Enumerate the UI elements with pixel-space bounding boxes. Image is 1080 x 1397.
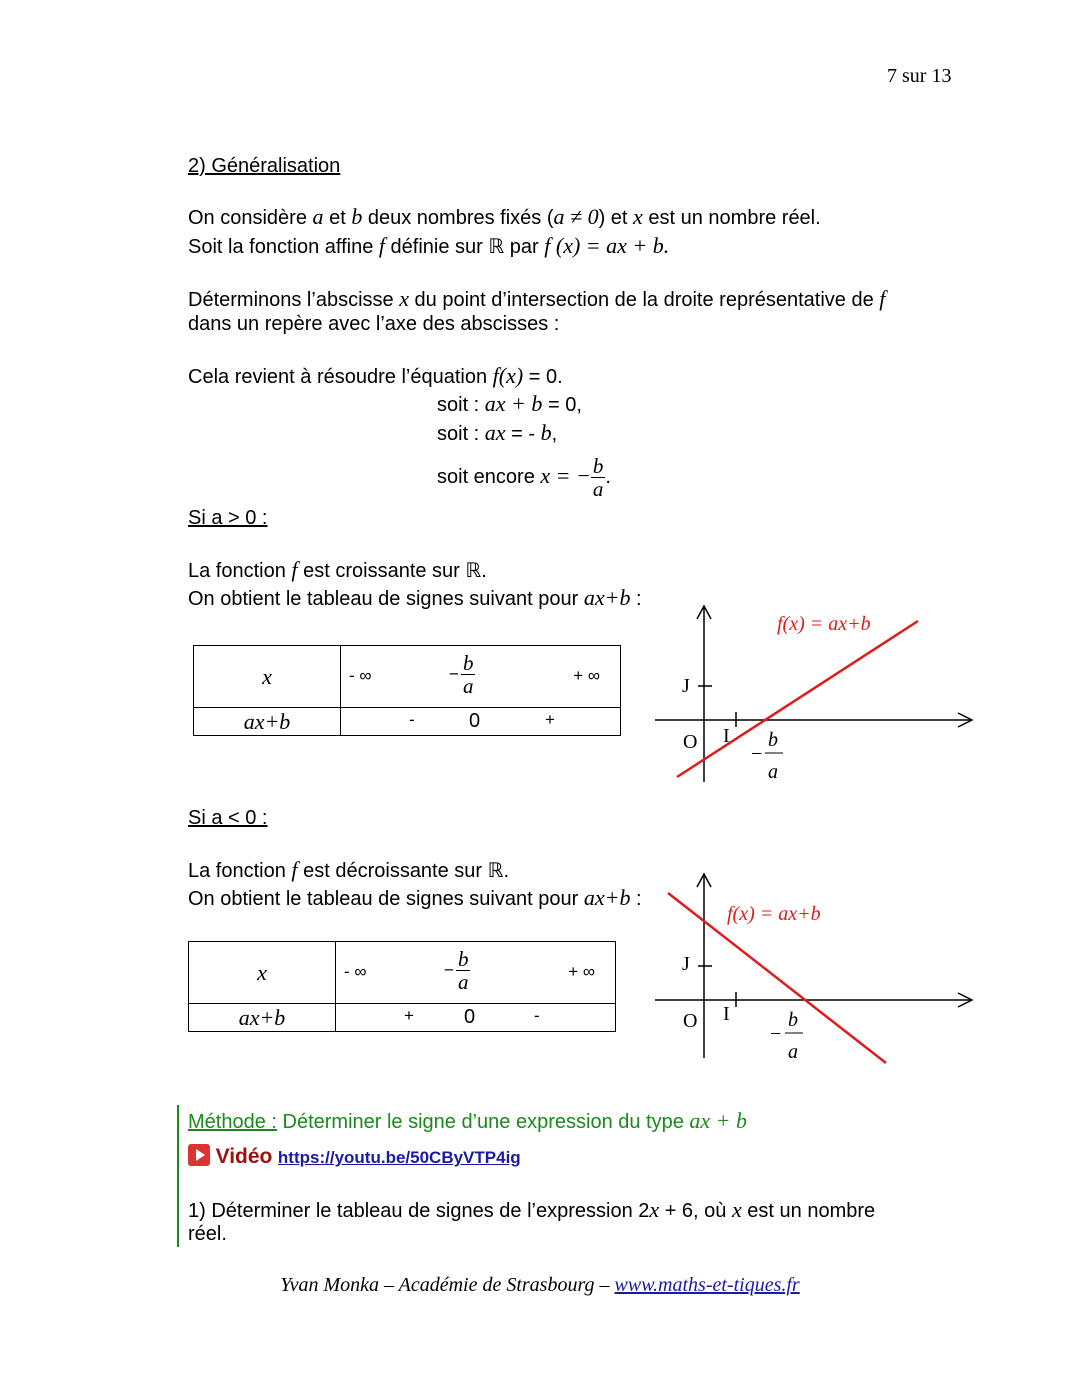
determine-line-1: Déterminons l’abscisse x du point d’intersection de la droite représentative de f (188, 286, 886, 311)
label-i: I (723, 725, 730, 747)
solve-step-3: soit encore x = − $\frac{b}{a}$ . (437, 454, 611, 502)
case-positive-heading: Si a > 0 : (188, 507, 268, 529)
video-line (188, 1144, 521, 1170)
method-border (177, 1105, 179, 1247)
section-title: 2) Généralisation (188, 155, 341, 177)
question-1: 1) Déterminer le tableau de signes de l’expression 2x + 6, où x est un nombre (188, 1197, 876, 1222)
function-label: f(x) = ax+b (727, 903, 821, 925)
row-label: ax+b (243, 708, 291, 734)
case-positive-line-1: La fonction f est croissante sur ℝ. (188, 557, 487, 582)
x-header: x (262, 663, 272, 689)
label-b: b (768, 729, 778, 751)
zero: 0 (469, 710, 481, 732)
intro-line-1: On considère a et b deux nombres fixés (a ≠ 0) et x est un nombre réel. (188, 204, 821, 229)
video-link[interactable]: https://youtu.be/50CByVTP4ig (277, 1148, 521, 1167)
x-header: x (257, 959, 267, 985)
root-fraction: − $\frac{b}{a}$ (449, 651, 474, 698)
minus-infinity: - ∞ (344, 962, 367, 981)
label-j: J (682, 675, 690, 697)
sign-right: + (545, 710, 555, 729)
label-b: b (788, 1009, 798, 1031)
label-minus: − (770, 1023, 782, 1045)
play-icon[interactable] (188, 1144, 210, 1166)
label-a: a (768, 761, 778, 783)
sign-left: - (409, 710, 415, 729)
label-i: I (723, 1003, 730, 1025)
case-negative-line-1: La fonction f est décroissante sur ℝ. (188, 857, 510, 882)
function-label: f(x) = ax+b (777, 613, 871, 635)
footer: Yvan Monka – Académie de Strasbourg – www.maths-et-tiques.fr (280, 1274, 800, 1296)
sign-left: + (404, 1006, 414, 1025)
case-negative-line-2: On obtient le tableau de signes suivant pour ax+b : (188, 885, 642, 910)
minus-infinity: - ∞ (349, 666, 372, 685)
zero: 0 (464, 1006, 476, 1028)
label-a: a (788, 1041, 798, 1063)
intro-line-2: Soit la fonction affine f définie sur ℝ par f (x) = ax + b. (188, 233, 670, 258)
method-heading: Méthode : Déterminer le signe d’une expression du type ax + b (188, 1108, 748, 1133)
video-label: Vidéo (215, 1145, 273, 1168)
label-minus: − (751, 743, 763, 765)
root-fraction: − $\frac{b}{a}$ (444, 947, 469, 994)
determine-line-2: dans un repère avec l’axe des abscisses : (188, 313, 560, 335)
solve-step-1: soit : ax + b = 0, (437, 391, 582, 416)
label-j: J (682, 953, 690, 975)
question-1-cont: réel. (188, 1223, 227, 1245)
label-o: O (683, 1010, 698, 1032)
footer-link[interactable]: www.maths-et-tiques.fr (614, 1274, 800, 1296)
label-o: O (683, 731, 698, 753)
solve-step-2: soit : ax = - b, (437, 420, 558, 445)
case-negative-heading: Si a < 0 : (188, 807, 268, 829)
graph-increasing (655, 606, 972, 783)
solve-line-1: Cela revient à résoudre l’équation f(x) = 0. (188, 363, 563, 388)
plus-infinity: + ∞ (573, 666, 600, 685)
plus-infinity: + ∞ (568, 962, 595, 981)
row-label: ax+b (238, 1004, 286, 1030)
case-positive-line-2: On obtient le tableau de signes suivant pour ax+b : (188, 585, 642, 610)
graph-decreasing (655, 874, 972, 1063)
sign-right: - (534, 1006, 540, 1025)
fraction: $\frac{b}{a}$ (592, 454, 604, 502)
function-line (677, 621, 918, 777)
page-number: 7 sur 13 (887, 65, 952, 87)
